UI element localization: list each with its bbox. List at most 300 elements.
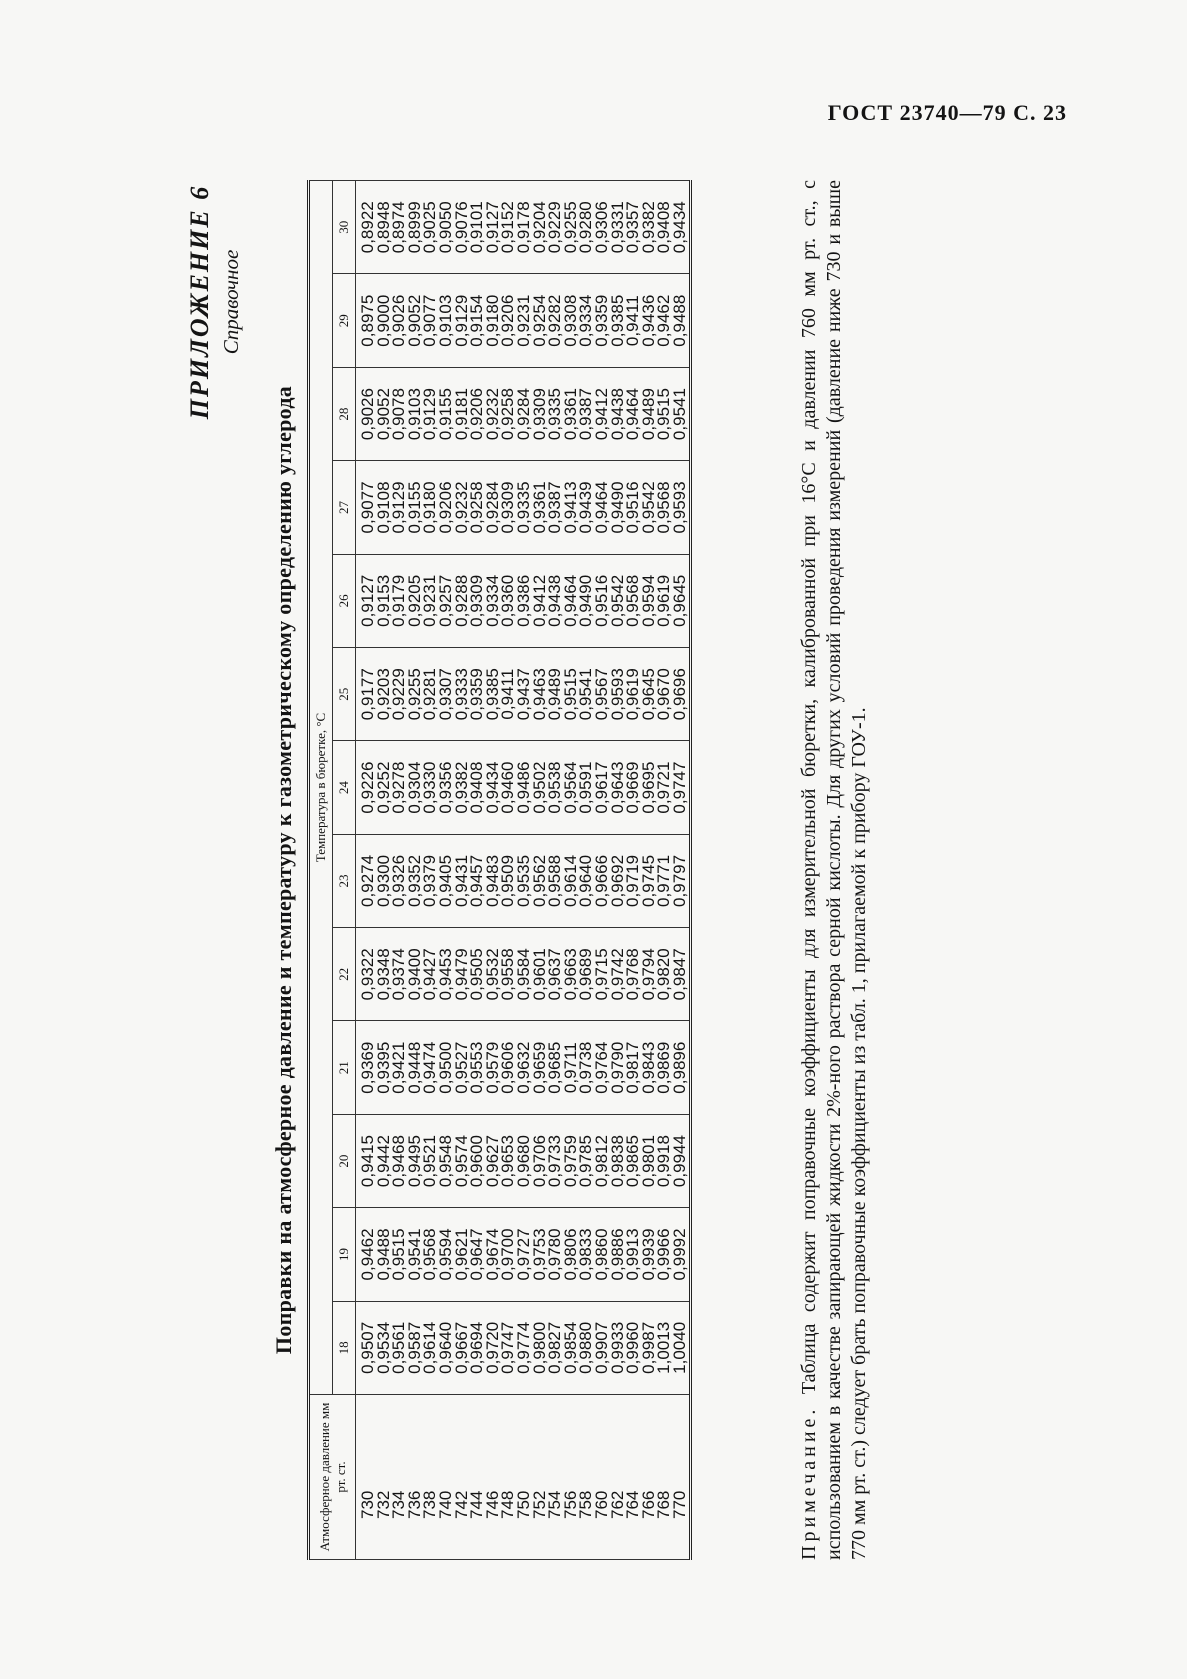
coefficient-cell: 0,9385 (607, 294, 627, 347)
coefficient-cell: 0,9794 (638, 948, 658, 1001)
coefficient-cell: 0,9103 (435, 294, 455, 347)
coefficient-cell: 0,9348 (373, 948, 393, 1001)
coefficient-cell: 0,9462 (654, 294, 674, 347)
coefficient-cell: 0,9771 (654, 854, 674, 907)
coefficient-cell: 0,9785 (576, 1135, 596, 1188)
coefficient-cell: 0,9715 (591, 948, 611, 1001)
coefficient-cell: 0,9412 (591, 388, 611, 441)
rotated-content (185, 180, 965, 1560)
coefficient-cell: 0,9820 (654, 948, 674, 1001)
coefficient-cell: 0,9640 (576, 854, 596, 907)
coefficient-cell: 0,9436 (638, 294, 658, 347)
coefficient-cell: 0,9438 (545, 574, 565, 627)
coefficient-cell: 0,9229 (389, 668, 409, 721)
pressure-value: 758 (576, 1490, 596, 1519)
coefficient-cell: 0,9753 (529, 1228, 549, 1281)
coefficient-cell: 0,9374 (389, 948, 409, 1001)
coefficient-cell: 0,9711 (560, 1042, 580, 1094)
coefficient-cell: 0,9645 (669, 574, 689, 627)
coefficient-cell: 0,9532 (482, 948, 502, 1001)
coefficient-cell: 0,9847 (669, 948, 689, 1001)
coefficient-cell: 0,9933 (607, 1321, 627, 1374)
coefficient-cell: 0,9203 (373, 668, 393, 721)
coefficient-cell: 0,9359 (467, 668, 487, 721)
temperature-header-cell: 30 (333, 181, 356, 275)
coefficient-column (356, 1208, 691, 1301)
temperature-row (333, 181, 356, 1560)
coefficient-cell: 0,9502 (529, 761, 549, 814)
coefficient-cell: 0,9464 (591, 481, 611, 534)
coefficient-cell: 0,9489 (545, 668, 565, 721)
coefficient-cell: 0,9284 (482, 481, 502, 534)
coefficient-cell: 0,9869 (654, 1041, 674, 1094)
coefficient-cell: 0,9438 (607, 388, 627, 441)
pressure-value: 748 (498, 1490, 518, 1519)
correction-table (307, 180, 692, 1560)
coefficient-column (356, 741, 691, 834)
coefficient-cell: 0,9568 (623, 574, 643, 627)
coefficient-cell: 0,9463 (529, 668, 549, 721)
coefficient-cell: 0,9896 (669, 1041, 689, 1094)
coefficient-cell: 0,9474 (420, 1041, 440, 1094)
coefficient-cell: 0,9663 (560, 948, 580, 1001)
coefficient-cell: 0,8974 (389, 201, 409, 254)
pressure-value: 752 (529, 1490, 549, 1519)
coefficient-cell: 0,9747 (669, 761, 689, 814)
coefficient-cell: 0,9515 (389, 1228, 409, 1281)
coefficient-cell: 0,9152 (498, 201, 518, 254)
coefficient-cell: 0,9333 (451, 668, 471, 721)
coefficient-cell: 0,9255 (404, 668, 424, 721)
coefficient-cell: 0,9026 (389, 294, 409, 347)
coefficient-cell: 0,9460 (498, 761, 518, 814)
coefficient-cell: 0,9479 (451, 948, 471, 1001)
pressure-value: 756 (560, 1490, 580, 1519)
table-title: Поправки на атмосферное давление и температуру к газометрическому определению углерода (271, 385, 296, 1355)
coefficient-cell: 0,9129 (420, 388, 440, 441)
coefficient-column (356, 274, 691, 367)
coefficient-cell: 1,0040 (669, 1321, 689, 1374)
coefficient-cell: 0,8999 (404, 201, 424, 254)
coefficient-column (356, 928, 691, 1021)
coefficient-cell: 0,9405 (435, 854, 455, 907)
coefficient-column (356, 834, 691, 927)
pressure-value: 746 (482, 1490, 502, 1519)
temperature-header-cell: 21 (333, 1021, 356, 1114)
coefficient-cell: 0,9558 (498, 948, 518, 1001)
coefficient-cell: 0,9382 (451, 761, 471, 814)
coefficient-cell: 0,9640 (435, 1321, 455, 1374)
coefficient-cell: 0,9258 (498, 388, 518, 441)
coefficient-cell: 0,9229 (545, 201, 565, 254)
temperature-header-cell: 22 (333, 928, 356, 1021)
temperature-header-cell: 27 (333, 461, 356, 554)
coefficient-cell: 0,9052 (373, 388, 393, 441)
coefficient-cell: 0,8948 (373, 201, 393, 254)
coefficient-cell: 0,9579 (482, 1041, 502, 1094)
coefficient-cell: 0,9886 (607, 1228, 627, 1281)
coefficient-cell: 0,9505 (467, 948, 487, 1001)
coefficient-cell: 0,9255 (560, 201, 580, 254)
coefficient-cell: 0,9733 (545, 1135, 565, 1188)
pressure-value: 768 (654, 1490, 674, 1519)
coefficient-cell: 0,9600 (467, 1135, 487, 1188)
pressure-value: 730 (358, 1490, 377, 1519)
pressure-value: 732 (373, 1490, 393, 1519)
coefficient-cell: 0,9427 (420, 948, 440, 1001)
coefficient-cell: 0,9431 (451, 854, 471, 907)
coefficient-cell: 0,9442 (373, 1135, 393, 1188)
coefficient-cell: 0,9411 (498, 668, 518, 720)
coefficient-cell: 0,9379 (420, 854, 440, 907)
coefficient-cell: 0,9992 (669, 1228, 689, 1281)
coefficient-cell: 0,9205 (404, 574, 424, 627)
coefficient-cell: 0,9621 (451, 1228, 471, 1281)
coefficient-column (356, 1301, 691, 1394)
coefficient-cell: 0,9790 (607, 1041, 627, 1094)
coefficient-cell: 0,9670 (654, 668, 674, 721)
coefficient-cell: 0,9542 (638, 481, 658, 534)
coefficient-cell: 0,9918 (654, 1135, 674, 1188)
coefficient-cell: 0,9077 (420, 294, 440, 347)
coefficient-cell: 0,9468 (389, 1135, 409, 1188)
table-note (797, 180, 872, 1560)
coefficient-cell: 0,9987 (638, 1321, 658, 1374)
coefficient-cell: 0,9356 (435, 761, 455, 814)
coefficient-cell: 0,9584 (513, 948, 533, 1001)
coefficient-cell: 0,9860 (591, 1228, 611, 1281)
coefficient-cell: 0,9326 (389, 854, 409, 907)
coefficient-cell: 0,9252 (373, 761, 393, 814)
coefficient-cell: 0,9614 (420, 1321, 440, 1374)
coefficient-cell: 0,9300 (373, 854, 393, 907)
page-header: ГОСТ 23740—79 С. 23 (827, 100, 1067, 125)
coefficient-cell: 0,9594 (435, 1228, 455, 1281)
coefficient-cell: 0,9719 (623, 854, 643, 907)
coefficient-cell: 0,9395 (373, 1041, 393, 1094)
temperature-header-cell: 26 (333, 554, 356, 647)
pressure-values-column (356, 1395, 691, 1560)
coefficient-cell: 0,9052 (404, 294, 424, 347)
coefficient-cell: 0,9101 (467, 201, 487, 254)
coefficient-cell: 0,9231 (513, 294, 533, 347)
coefficient-cell: 0,9489 (638, 388, 658, 441)
coefficient-cell: 0,9812 (591, 1135, 611, 1188)
coefficient-cell: 0,9534 (373, 1321, 393, 1374)
coefficient-cell: 0,9439 (576, 481, 596, 534)
coefficient-cell: 0,9408 (654, 201, 674, 254)
coefficient-cell: 0,9966 (654, 1228, 674, 1281)
coefficient-cell: 0,9880 (576, 1321, 596, 1374)
coefficient-cell: 0,9488 (669, 294, 689, 347)
coefficient-cell: 0,9078 (389, 388, 409, 441)
coefficient-cell: 0,9593 (607, 668, 627, 721)
coefficient-cell: 0,9386 (513, 574, 533, 627)
coefficient-cell: 0,9759 (560, 1135, 580, 1188)
coefficient-cell: 0,9280 (576, 201, 596, 254)
coefficient-column (356, 461, 691, 554)
coefficient-cell: 0,9800 (529, 1321, 549, 1374)
coefficient-cell: 0,9553 (467, 1041, 487, 1094)
coefficient-cell: 0,9232 (482, 388, 502, 441)
coefficient-cell: 0,9865 (623, 1135, 643, 1188)
coefficient-cell: 0,9361 (529, 481, 549, 534)
pressure-value: 738 (420, 1490, 440, 1519)
coefficient-cell: 0,9274 (358, 854, 377, 907)
coefficient-cell: 0,9694 (467, 1321, 487, 1374)
coefficient-cell: 0,9490 (607, 481, 627, 534)
coefficient-cell: 0,8922 (358, 201, 377, 254)
coefficient-cell: 0,9619 (623, 668, 643, 721)
coefficient-cell: 0,9561 (389, 1321, 409, 1374)
coefficient-cell: 0,9334 (482, 574, 502, 627)
coefficient-cell: 1,0013 (654, 1321, 674, 1374)
coefficient-cell: 0,9204 (529, 201, 549, 254)
coefficient-cell: 0,9154 (467, 294, 487, 347)
coefficient-cell: 0,9282 (545, 294, 565, 347)
coefficient-cell: 0,9706 (529, 1135, 549, 1188)
coefficient-cell: 0,9627 (482, 1135, 502, 1188)
coefficient-cell: 0,9129 (451, 294, 471, 347)
coefficient-cell: 0,9434 (482, 761, 502, 814)
coefficient-cell: 0,9335 (513, 481, 533, 534)
pressure-value: 734 (389, 1490, 409, 1519)
coefficient-cell: 0,9486 (513, 761, 533, 814)
coefficient-cell: 0,9309 (498, 481, 518, 534)
note-text: Таблица содержит поправочные коэффициенты для измерительной бюретки, калиброванной при 16°С и давлении 760 мм рт. ст., с использованием в качестве запирающей жидкости 2%-ного раствора серной кислоты. Для других условий проведения измерений (давление ниже 730 и выше 770 мм рт. ст.) следует брать поправочные коэффициенты из табл. 1, прилагаемой к прибору ГОУ-1. (798, 180, 870, 1560)
coefficient-cell: 0,9696 (669, 668, 689, 721)
coefficient-cell: 0,9462 (358, 1228, 377, 1281)
coefficient-cell: 0,9720 (482, 1321, 502, 1374)
coefficient-cell: 0,9700 (498, 1228, 518, 1281)
pressure-value: 760 (591, 1490, 611, 1519)
pressure-value: 766 (638, 1490, 658, 1519)
coefficient-cell: 0,9680 (513, 1135, 533, 1188)
coefficient-cell: 0,9516 (591, 574, 611, 627)
coefficient-cell: 0,9632 (513, 1041, 533, 1094)
coefficient-cell: 0,9180 (420, 481, 440, 534)
coefficient-cell: 0,9077 (358, 481, 377, 534)
coefficient-cell: 0,9939 (638, 1228, 658, 1281)
coefficient-cell: 0,9695 (638, 761, 658, 814)
temperature-header-cell: 25 (333, 648, 356, 741)
coefficient-cell: 0,9258 (467, 481, 487, 534)
coefficient-cell: 0,9178 (513, 201, 533, 254)
coefficient-column (356, 1114, 691, 1207)
coefficient-cell: 0,9562 (529, 854, 549, 907)
coefficient-cell: 0,9254 (529, 294, 549, 347)
coefficient-cell: 0,9594 (638, 574, 658, 627)
coefficient-cell: 0,9495 (404, 1135, 424, 1188)
appendix-subtitle: Справочное (219, 249, 243, 355)
coefficient-cell: 0,9659 (529, 1041, 549, 1094)
coefficient-cell: 0,9335 (545, 388, 565, 441)
coefficient-column (356, 181, 691, 275)
coefficient-cell: 0,9692 (607, 854, 627, 907)
coefficient-cell: 0,9232 (451, 481, 471, 534)
pressure-value: 764 (623, 1490, 643, 1519)
coefficient-cell: 0,9453 (435, 948, 455, 1001)
coefficient-cell: 0,9076 (451, 201, 471, 254)
coefficient-cell: 0,9591 (576, 761, 596, 814)
coefficient-cell: 0,9601 (529, 948, 549, 1001)
coefficient-column (356, 648, 691, 741)
coefficient-cell: 0,9541 (404, 1228, 424, 1281)
coefficient-cell: 0,9387 (576, 388, 596, 441)
coefficient-cell: 0,9415 (358, 1135, 377, 1188)
coefficient-cell: 0,9411 (623, 295, 643, 347)
coefficient-cell: 0,9382 (638, 201, 658, 254)
coefficient-cell: 0,9226 (358, 761, 377, 814)
coefficient-cell: 0,9257 (435, 574, 455, 627)
coefficient-cell: 0,9588 (545, 854, 565, 907)
coefficient-cell: 0,9827 (545, 1321, 565, 1374)
coefficient-cell: 0,9500 (435, 1041, 455, 1094)
coefficient-cell: 0,9768 (623, 948, 643, 1001)
temperature-header-cell: 28 (333, 367, 356, 460)
coefficient-cell: 0,9025 (420, 201, 440, 254)
temperature-header-cell: 24 (333, 741, 356, 834)
coefficient-cell: 0,9606 (498, 1041, 518, 1094)
coefficient-cell: 0,9541 (669, 388, 689, 441)
coefficient-cell: 0,9944 (669, 1135, 689, 1188)
coefficient-cell: 0,9309 (467, 574, 487, 627)
coefficient-cell: 0,9331 (607, 201, 627, 254)
coefficient-cell: 0,9155 (404, 481, 424, 534)
pressure-value: 736 (404, 1490, 424, 1519)
coefficient-cell: 0,9153 (373, 574, 393, 627)
coefficient-cell: 0,9357 (623, 201, 643, 254)
coefficient-column (356, 1021, 691, 1114)
coefficient-cell: 0,9647 (467, 1228, 487, 1281)
coefficient-cell: 0,9593 (669, 481, 689, 534)
pressure-value: 744 (467, 1490, 487, 1519)
coefficient-cell: 0,9448 (404, 1041, 424, 1094)
coefficient-cell: 0,9541 (576, 668, 596, 721)
coefficient-cell: 0,9179 (389, 574, 409, 627)
data-row (356, 181, 691, 1560)
coefficient-column (356, 367, 691, 460)
coefficient-cell: 0,9568 (654, 481, 674, 534)
coefficient-cell: 0,9306 (591, 201, 611, 254)
temperature-header-cell: 19 (333, 1208, 356, 1301)
coefficient-cell: 0,9369 (358, 1041, 377, 1094)
coefficient-cell: 0,9764 (591, 1041, 611, 1094)
coefficient-cell: 0,9747 (498, 1321, 518, 1374)
coefficient-cell: 0,9155 (435, 388, 455, 441)
coefficient-cell: 0,9361 (560, 388, 580, 441)
coefficient-cell: 0,9527 (451, 1041, 471, 1094)
coefficient-cell: 0,9457 (467, 854, 487, 907)
coefficient-cell: 0,9542 (607, 574, 627, 627)
appendix-label (185, 172, 244, 432)
coefficient-cell: 0,9206 (435, 481, 455, 534)
temperature-header-cell: 29 (333, 274, 356, 367)
coefficient-cell: 0,9385 (482, 668, 502, 721)
coefficient-cell: 0,9564 (560, 761, 580, 814)
coefficient-cell: 0,9180 (482, 294, 502, 347)
coefficient-cell: 0,9464 (623, 388, 643, 441)
coefficient-cell: 0,9617 (591, 761, 611, 814)
coefficient-cell: 0,9412 (529, 574, 549, 627)
coefficient-cell: 0,9843 (638, 1041, 658, 1094)
coefficient-cell: 0,9177 (358, 668, 377, 721)
coefficient-cell: 0,9464 (560, 574, 580, 627)
coefficient-cell: 0,9281 (420, 668, 440, 721)
coefficient-cell: 0,9516 (623, 481, 643, 534)
coefficient-cell: 0,9567 (591, 668, 611, 721)
coefficient-cell: 0,9490 (576, 574, 596, 627)
coefficient-cell: 0,9614 (560, 854, 580, 907)
coefficient-cell: 0,9568 (420, 1228, 440, 1281)
coefficient-cell: 0,9026 (358, 388, 377, 441)
coefficient-cell: 0,9413 (560, 481, 580, 534)
pressure-value: 742 (451, 1490, 471, 1519)
coefficient-cell: 0,9288 (451, 574, 471, 627)
coefficient-cell: 0,9653 (498, 1135, 518, 1188)
coefficient-cell: 0,9434 (669, 201, 689, 254)
coefficient-cell: 0,9587 (404, 1321, 424, 1374)
coefficient-cell: 0,9548 (435, 1135, 455, 1188)
note-lead: Примечание. (798, 1405, 820, 1560)
coefficient-cell: 0,9619 (654, 574, 674, 627)
pressure-value: 740 (435, 1490, 455, 1519)
coefficient-cell: 0,9360 (498, 574, 518, 627)
coefficient-cell: 0,9574 (451, 1135, 471, 1188)
coefficient-cell: 0,9780 (545, 1228, 565, 1281)
appendix-title: ПРИЛОЖЕНИЕ 6 (185, 184, 214, 420)
coefficient-cell: 0,9278 (389, 761, 409, 814)
coefficient-cell: 0,9913 (623, 1228, 643, 1281)
coefficient-cell: 0,9817 (623, 1041, 643, 1094)
coefficient-cell: 0,9727 (513, 1228, 533, 1281)
coefficient-cell: 0,9307 (435, 668, 455, 721)
coefficient-cell: 0,9400 (404, 948, 424, 1001)
coefficient-cell: 0,9103 (404, 388, 424, 441)
coefficient-cell: 0,9667 (451, 1321, 471, 1374)
coefficient-cell: 0,9797 (669, 854, 689, 907)
coefficient-cell: 0,8975 (358, 294, 377, 347)
coefficient-cell: 0,9738 (576, 1041, 596, 1094)
coefficient-cell: 0,9645 (638, 668, 658, 721)
coefficient-cell: 0,9685 (545, 1041, 565, 1094)
coefficient-cell: 0,9854 (560, 1321, 580, 1374)
coefficient-cell: 0,9666 (591, 854, 611, 907)
coefficient-cell: 0,9359 (591, 294, 611, 347)
coefficient-cell: 0,9674 (482, 1228, 502, 1281)
pressure-value: 770 (669, 1490, 689, 1519)
pressure-value: 754 (545, 1490, 565, 1519)
coefficient-cell: 0,9108 (373, 481, 393, 534)
coefficient-column (356, 554, 691, 647)
coefficient-cell: 0,9437 (513, 668, 533, 721)
coefficient-cell: 0,9721 (654, 761, 674, 814)
temperature-header-cell: 23 (333, 834, 356, 927)
pressure-column-header: Атмосферное давление мм рт. ст. (309, 1395, 356, 1560)
coefficient-cell: 0,9330 (420, 761, 440, 814)
temperature-header: Температура в бюретке, °С (309, 181, 333, 1395)
coefficient-cell: 0,9421 (389, 1041, 409, 1094)
coefficient-cell: 0,9127 (482, 201, 502, 254)
coefficient-cell: 0,9742 (607, 948, 627, 1001)
coefficient-cell: 0,9515 (654, 388, 674, 441)
coefficient-cell: 0,9322 (358, 948, 377, 1001)
coefficient-cell: 0,9806 (560, 1228, 580, 1281)
temperature-header-cell: 20 (333, 1114, 356, 1207)
coefficient-cell: 0,9304 (404, 761, 424, 814)
coefficient-cell: 0,9833 (576, 1228, 596, 1281)
coefficient-cell: 0,9352 (404, 854, 424, 907)
